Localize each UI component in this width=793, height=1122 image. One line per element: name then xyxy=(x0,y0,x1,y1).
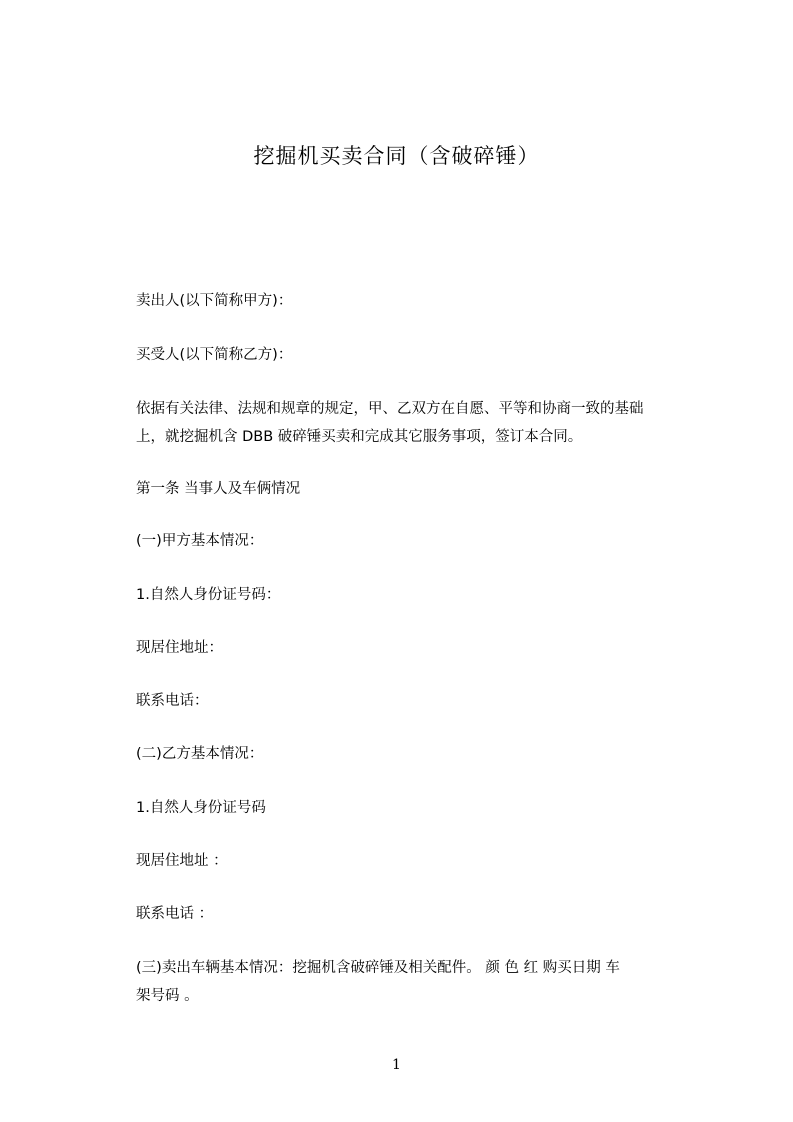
party-b-phone: 联系电话 ： xyxy=(136,906,214,922)
article-one-heading: 第一条 当事人及车俩情况 xyxy=(136,481,301,497)
vehicle-info-line-2: 架号码 。 xyxy=(136,988,199,1004)
party-a-heading: (一)甲方基本情况： xyxy=(136,533,264,549)
document-title: 挖掘机买卖合同（含破碎锤） xyxy=(253,144,540,168)
party-a-phone: 联系电话： xyxy=(136,693,209,709)
seller-line: 卖出人(以下简称甲方)： xyxy=(136,293,293,309)
vehicle-info-line-1: (三)卖出车辆基本情况：挖掘机含破碎锤及相关配件。 颜 色 红 购买日期 车 xyxy=(136,960,620,976)
party-a-address: 现居住地址： xyxy=(136,640,223,656)
party-b-address: 现居住地址 ： xyxy=(136,853,228,869)
party-b-id-number: 1.自然人身份证号码 xyxy=(136,800,266,816)
page-number: 1 xyxy=(392,1057,401,1073)
preamble-line-1: 依据有关法律、法规和规章的规定，甲、乙双方在自愿、平等和协商一致的基础 xyxy=(136,401,644,417)
buyer-line: 买受人(以下简称乙方)： xyxy=(136,347,293,363)
party-a-id-number: 1.自然人身份证号码： xyxy=(136,587,281,603)
preamble-line-2: 上，就挖掘机含 DBB 破碎锤买卖和完成其它服务事项，签订本合同。 xyxy=(136,429,583,445)
party-b-heading: (二)乙方基本情况： xyxy=(136,746,264,762)
